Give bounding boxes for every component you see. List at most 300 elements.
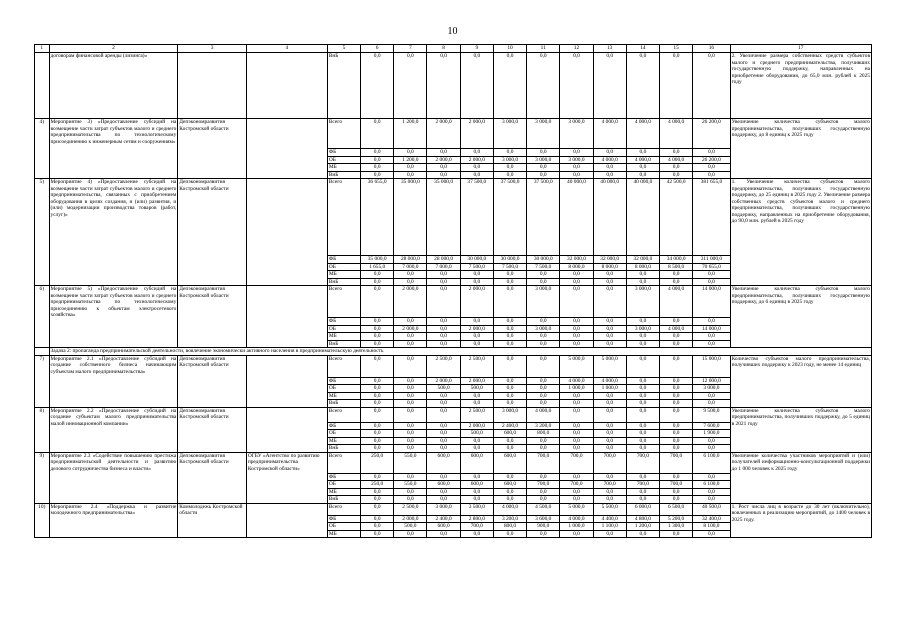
total-value: 8 100,0 (693, 523, 730, 531)
year-value: 0,0 (527, 271, 560, 279)
funding-source: Всего (327, 286, 360, 318)
year-value: 4 000,0 (560, 377, 593, 385)
year-value: 0,0 (560, 164, 593, 172)
year-value: 0,0 (560, 340, 593, 348)
year-value: 37 500,0 (460, 179, 493, 256)
year-value: 2 400,0 (493, 422, 526, 430)
year-value: 0,0 (593, 392, 626, 400)
year-value: 0,0 (560, 171, 593, 179)
year-value: 3 000,0 (427, 503, 460, 515)
year-value: 550,0 (394, 481, 427, 489)
year-value: 0,0 (493, 164, 526, 172)
total-value: 26 200,0 (693, 119, 730, 149)
total-value: 0,0 (693, 473, 730, 481)
year-value: 8 000,0 (560, 263, 593, 271)
year-value: 7 000,0 (394, 263, 427, 271)
year-value: 0,0 (660, 340, 693, 348)
year-value: 0,0 (361, 430, 394, 438)
total-value: 0,0 (693, 271, 730, 279)
year-value: 0,0 (460, 473, 493, 481)
expected-result: Увеличение количества субъектов малого предпринимательства, получивших государственную поддержку, до 8 единиц к 2025 году (730, 119, 871, 179)
year-value: 0,0 (593, 488, 626, 496)
year-value: 0,0 (560, 325, 593, 333)
total-value: 12 000,0 (693, 377, 730, 385)
year-value: 0,0 (660, 278, 693, 286)
year-value: 30 000,0 (527, 256, 560, 264)
year-value: 0,0 (361, 488, 394, 496)
total-value: 70 655,0 (693, 263, 730, 271)
funding-source: МБ (327, 530, 360, 538)
year-value: 2 000,0 (427, 156, 460, 164)
year-value: 0,0 (394, 149, 427, 157)
year-value: 3 200,0 (493, 515, 526, 523)
year-value: 550,0 (394, 452, 427, 473)
year-value: 4 000,0 (660, 156, 693, 164)
year-value: 4 000,0 (660, 286, 693, 318)
year-value: 42 500,0 (660, 179, 693, 256)
year-value: 0,0 (361, 164, 394, 172)
year-value: 0,0 (460, 171, 493, 179)
year-value: 0,0 (493, 286, 526, 318)
year-value: 0,0 (560, 407, 593, 422)
year-value: 0,0 (460, 278, 493, 286)
year-value: 37 500,0 (527, 179, 560, 256)
expected-result: 1. Увеличение количества субъектов малого предпринимательства, получивших государственную поддержку, до 25 единиц в 2025 году 2. Увеличение размера собственных средств субъектов малого и среднего предпринимательства, получивших государственную поддержку, направленных на приобретение оборудования, до 90,0 млн. рублей в 2025 году (730, 179, 871, 286)
total-value: 3 000,0 (693, 385, 730, 393)
row-number: 8) (35, 407, 50, 452)
year-value: 0,0 (593, 437, 626, 445)
year-value: 0,0 (427, 278, 460, 286)
year-value: 0,0 (394, 473, 427, 481)
year-value: 0,0 (660, 164, 693, 172)
year-value: 700,0 (560, 452, 593, 473)
co-executor (246, 503, 327, 538)
year-value: 0,0 (394, 430, 427, 438)
year-value: 0,0 (626, 377, 659, 385)
column-number: 5 (327, 45, 360, 53)
funding-source: МБ (327, 333, 360, 341)
year-value: 0,0 (394, 377, 427, 385)
year-value: 3 600,0 (527, 515, 560, 523)
year-value: 0,0 (493, 445, 526, 453)
year-value: 0,0 (560, 437, 593, 445)
total-value: 311 000,0 (693, 256, 730, 264)
year-value: 4 000,0 (593, 119, 626, 149)
year-value: 4 000,0 (660, 119, 693, 149)
funding-source: ВнБ (327, 171, 360, 179)
table-row (35, 407, 872, 422)
year-value: 3 000,0 (626, 325, 659, 333)
total-value: 15 000,0 (693, 355, 730, 377)
year-value: 28 000,0 (394, 256, 427, 264)
funding-source: Всего (327, 503, 360, 515)
year-value: 0,0 (560, 422, 593, 430)
year-value: 0,0 (660, 422, 693, 430)
measure-name: договорам финансовой аренды (лизинга)» (49, 53, 178, 119)
year-value: 0,0 (660, 149, 693, 157)
year-value: 0,0 (593, 278, 626, 286)
year-value: 0,0 (493, 340, 526, 348)
year-value: 0,0 (593, 318, 626, 326)
year-value: 4 000,0 (626, 156, 659, 164)
year-value: 0,0 (394, 171, 427, 179)
page-number: 10 (447, 26, 458, 37)
year-value: 0,0 (427, 422, 460, 430)
funding-source: Всего (327, 179, 360, 256)
year-value: 0,0 (460, 496, 493, 504)
year-value: 0,0 (626, 422, 659, 430)
year-value: 0,0 (493, 392, 526, 400)
year-value: 0,0 (527, 318, 560, 326)
year-value: 0,0 (361, 271, 394, 279)
row-number: 5) (35, 179, 50, 286)
column-number: 14 (626, 45, 659, 53)
year-value: 2 000,0 (460, 422, 493, 430)
year-value: 4 400,0 (593, 515, 626, 523)
year-value: 0,0 (660, 407, 693, 422)
year-value: 0,0 (361, 392, 394, 400)
year-value: 0,0 (626, 496, 659, 504)
row-number: 10) (35, 503, 50, 538)
year-value: 3 000,0 (626, 286, 659, 318)
year-value: 2 000,0 (394, 325, 427, 333)
year-value: 0,0 (361, 278, 394, 286)
year-value: 0,0 (660, 530, 693, 538)
funding-source: ОБ (327, 156, 360, 164)
year-value: 0,0 (626, 149, 659, 157)
column-number: 6 (361, 45, 394, 53)
row-number: 6) (35, 286, 50, 348)
funding-source: ОБ (327, 263, 360, 271)
year-value: 0,0 (527, 392, 560, 400)
table-row (35, 452, 872, 473)
funding-source: МБ (327, 488, 360, 496)
year-value: 0,0 (361, 530, 394, 538)
year-value: 1 000,0 (560, 523, 593, 531)
year-value: 3 000,0 (560, 119, 593, 149)
year-value: 0,0 (593, 53, 626, 119)
year-value: 0,0 (493, 171, 526, 179)
year-value: 0,0 (593, 407, 626, 422)
total-value: 0,0 (693, 333, 730, 341)
column-number: 10 (493, 45, 526, 53)
total-value: 32 400,0 (693, 515, 730, 523)
funding-source: МБ (327, 437, 360, 445)
year-value: 3 000,0 (527, 286, 560, 318)
year-value: 0,0 (361, 340, 394, 348)
year-value: 4 000,0 (527, 407, 560, 422)
total-value: 6 100,0 (693, 452, 730, 473)
funding-source: ФБ (327, 256, 360, 264)
measure-name: Мероприятие 3) «Предоставление субсидий на возмещение части затрат субъектов малого и среднего предпринимательства по технологическому присоединению к инженерным сетям и сооружениям» (49, 119, 178, 179)
year-value: 500,0 (427, 385, 460, 393)
year-value: 4 000,0 (626, 119, 659, 149)
year-value: 0,0 (394, 318, 427, 326)
year-value: 37 500,0 (493, 179, 526, 256)
year-value: 1 000,0 (593, 385, 626, 393)
executor: Депэкономразвития Костромской области (178, 452, 247, 503)
year-value: 0,0 (660, 473, 693, 481)
year-value: 700,0 (626, 452, 659, 473)
year-value: 4 000,0 (593, 156, 626, 164)
year-value: 0,0 (626, 385, 659, 393)
year-value: 900,0 (527, 523, 560, 531)
year-value: 0,0 (593, 430, 626, 438)
year-value: 0,0 (493, 149, 526, 157)
year-value: 0,0 (460, 340, 493, 348)
year-value: 1 200,0 (626, 523, 659, 531)
year-value: 600,0 (460, 481, 493, 489)
year-value: 2 000,0 (427, 377, 460, 385)
year-value: 6 000,0 (626, 503, 659, 515)
total-value: 0,0 (693, 488, 730, 496)
year-value: 0,0 (460, 392, 493, 400)
year-value: 700,0 (460, 523, 493, 531)
year-value: 3 000,0 (560, 156, 593, 164)
year-value: 5 000,0 (593, 355, 626, 377)
year-value: 0,0 (560, 473, 593, 481)
year-value: 0,0 (361, 171, 394, 179)
co-executor (246, 179, 327, 286)
funding-source: ВнБ (327, 340, 360, 348)
year-value: 0,0 (460, 488, 493, 496)
year-value: 32 000,0 (626, 256, 659, 264)
year-value: 0,0 (527, 385, 560, 393)
year-value: 0,0 (593, 445, 626, 453)
year-value: 0,0 (626, 53, 659, 119)
year-value: 0,0 (427, 271, 460, 279)
year-value: 0,0 (493, 325, 526, 333)
co-executor (246, 119, 327, 179)
year-value: 0,0 (427, 530, 460, 538)
year-value: 0,0 (427, 496, 460, 504)
year-value: 1 200,0 (394, 156, 427, 164)
total-value: 9 500,0 (693, 407, 730, 422)
task-number-cell (35, 348, 50, 356)
year-value: 0,0 (361, 156, 394, 164)
year-value: 0,0 (660, 355, 693, 377)
year-value: 0,0 (361, 422, 394, 430)
year-value: 0,0 (394, 355, 427, 377)
year-value: 30 000,0 (460, 256, 493, 264)
year-value: 0,0 (660, 392, 693, 400)
year-value: 0,0 (427, 53, 460, 119)
year-value: 4 000,0 (493, 503, 526, 515)
executor: Депэкономразвития Костромской области (178, 119, 247, 179)
year-value: 2 000,0 (460, 286, 493, 318)
year-value: 0,0 (626, 407, 659, 422)
year-value: 0,0 (593, 171, 626, 179)
year-value: 0,0 (660, 430, 693, 438)
year-value: 0,0 (527, 437, 560, 445)
year-value: 0,0 (361, 400, 394, 408)
year-value: 0,0 (361, 515, 394, 523)
year-value: 0,0 (427, 164, 460, 172)
total-value: 0,0 (693, 164, 730, 172)
year-value: 35 000,0 (427, 179, 460, 256)
total-value: 0,0 (693, 171, 730, 179)
year-value: 0,0 (560, 286, 593, 318)
year-value: 0,0 (626, 340, 659, 348)
funding-source: ФБ (327, 473, 360, 481)
funding-source: Всего (327, 119, 360, 149)
year-value: 0,0 (427, 430, 460, 438)
year-value: 34 000,0 (660, 256, 693, 264)
year-value: 2 000,0 (394, 515, 427, 523)
total-value: 14 000,0 (693, 325, 730, 333)
total-value: 381 655,0 (693, 179, 730, 256)
year-value: 0,0 (626, 430, 659, 438)
year-value: 0,0 (560, 333, 593, 341)
funding-source: ВнБ (327, 496, 360, 504)
year-value: 700,0 (593, 481, 626, 489)
funding-source: МБ (327, 164, 360, 172)
year-value: 0,0 (394, 385, 427, 393)
year-value: 600,0 (427, 481, 460, 489)
year-value: 0,0 (626, 473, 659, 481)
year-value: 500,0 (460, 385, 493, 393)
year-value: 4 500,0 (527, 503, 560, 515)
year-value: 800,0 (527, 430, 560, 438)
year-value: 0,0 (394, 271, 427, 279)
year-value: 0,0 (394, 488, 427, 496)
co-executor (246, 355, 327, 407)
funding-source: ФБ (327, 377, 360, 385)
year-value: 250,0 (361, 481, 394, 489)
year-value: 8 500,0 (660, 263, 693, 271)
year-value: 5 500,0 (593, 503, 626, 515)
table-body (35, 45, 872, 538)
table-row (35, 355, 872, 377)
year-value: 0,0 (427, 340, 460, 348)
year-value: 3 000,0 (527, 325, 560, 333)
year-value: 0,0 (460, 437, 493, 445)
year-value: 0,0 (394, 437, 427, 445)
total-value: 0,0 (693, 400, 730, 408)
year-value: 0,0 (493, 488, 526, 496)
year-value: 40 000,0 (593, 179, 626, 256)
year-value: 0,0 (394, 278, 427, 286)
year-value: 3 000,0 (527, 119, 560, 149)
funding-source: ФБ (327, 149, 360, 157)
measure-name: Мероприятие 4) «Предоставление субсидий на возмещение части затрат субъектов малого и среднего предпринимательства, связанных с приобретением оборудования в целях создания, и (или) развития, и (или) модернизации производства товаров (работ, услуг)» (49, 179, 178, 286)
year-value: 0,0 (460, 271, 493, 279)
year-value: 700,0 (660, 452, 693, 473)
year-value: 600,0 (493, 430, 526, 438)
year-value: 3 000,0 (493, 407, 526, 422)
total-value: 7 600,0 (693, 422, 730, 430)
year-value: 0,0 (560, 318, 593, 326)
year-value: 0,0 (527, 53, 560, 119)
funding-source: ОБ (327, 523, 360, 531)
year-value: 0,0 (361, 407, 394, 422)
year-value: 0,0 (493, 473, 526, 481)
year-value: 0,0 (527, 149, 560, 157)
executor: Депэкономразвития Костромской области (178, 355, 247, 407)
total-value: 0,0 (693, 530, 730, 538)
expected-result: 1. Рост числа лиц в возрасте до 30 лет (включительно), вовлеченных в реализацию мероприятий, до 1400 человек в 2025 году. (730, 503, 871, 538)
year-value: 8 000,0 (626, 263, 659, 271)
column-number: 1 (35, 45, 50, 53)
year-value: 6 500,0 (660, 503, 693, 515)
year-value: 32 000,0 (593, 256, 626, 264)
year-value: 0,0 (527, 445, 560, 453)
year-value: 7 000,0 (427, 263, 460, 271)
measure-name: Мероприятие 2.2 «Предоставление субсидий на создание субъектам малого предпринимательства малой инновационной компании» (49, 407, 178, 452)
year-value: 0,0 (493, 530, 526, 538)
measure-name: Мероприятие 2.3 «Содействие повышению престижа предпринимательской деятельности и развитию делового сотрудничества бизнеса и власти» (49, 452, 178, 503)
year-value: 2 500,0 (460, 355, 493, 377)
co-executor (246, 53, 327, 119)
year-value: 0,0 (626, 437, 659, 445)
year-value: 0,0 (427, 488, 460, 496)
year-value: 800,0 (493, 523, 526, 531)
year-value: 0,0 (427, 318, 460, 326)
year-value: 0,0 (593, 286, 626, 318)
year-value: 0,0 (427, 437, 460, 445)
co-executor (246, 407, 327, 452)
year-value: 700,0 (626, 481, 659, 489)
year-value: 0,0 (527, 530, 560, 538)
year-value: 0,0 (460, 445, 493, 453)
year-value: 0,0 (427, 473, 460, 481)
year-value: 0,0 (394, 530, 427, 538)
year-value: 3 500,0 (460, 503, 493, 515)
year-value: 0,0 (427, 171, 460, 179)
year-value: 0,0 (560, 445, 593, 453)
column-number: 13 (593, 45, 626, 53)
year-value: 0,0 (361, 318, 394, 326)
year-value: 0,0 (593, 164, 626, 172)
year-value: 2 500,0 (460, 407, 493, 422)
year-value: 40 000,0 (626, 179, 659, 256)
year-value: 3 000,0 (493, 119, 526, 149)
funding-source: Всего (327, 407, 360, 422)
year-value: 250,0 (361, 452, 394, 473)
year-value: 0,0 (593, 149, 626, 157)
year-value: 500,0 (460, 430, 493, 438)
year-value: 600,0 (493, 452, 526, 473)
year-value: 35 000,0 (394, 179, 427, 256)
year-value: 0,0 (460, 53, 493, 119)
year-value: 0,0 (361, 377, 394, 385)
column-number: 16 (693, 45, 730, 53)
year-value: 0,0 (527, 488, 560, 496)
year-value: 0,0 (626, 530, 659, 538)
expected-result: Количество субъектов малого предпринимательства, получивших поддержку к 2023 году, не менее 14 единиц (730, 355, 871, 407)
year-value: 0,0 (593, 340, 626, 348)
year-value: 0,0 (626, 392, 659, 400)
year-value: 0,0 (361, 437, 394, 445)
year-value: 7 500,0 (460, 263, 493, 271)
executor: Депэкономразвития Костромской области (178, 286, 247, 348)
measure-name: Мероприятие 2.1 «Предоставление субсидий на создание собственного бизнеса начинающим субъектам малого предпринимательства» (49, 355, 178, 407)
funding-source: ОБ (327, 430, 360, 438)
year-value: 0,0 (593, 422, 626, 430)
year-value: 0,0 (460, 318, 493, 326)
year-value: 0,0 (660, 377, 693, 385)
year-value: 0,0 (394, 340, 427, 348)
table-row (35, 179, 872, 256)
year-value: 0,0 (460, 149, 493, 157)
year-value: 0,0 (361, 445, 394, 453)
year-value: 600,0 (427, 523, 460, 531)
year-value: 0,0 (560, 430, 593, 438)
year-value: 0,0 (527, 377, 560, 385)
year-value: 0,0 (361, 385, 394, 393)
year-value: 5 200,0 (660, 515, 693, 523)
year-value: 0,0 (593, 271, 626, 279)
